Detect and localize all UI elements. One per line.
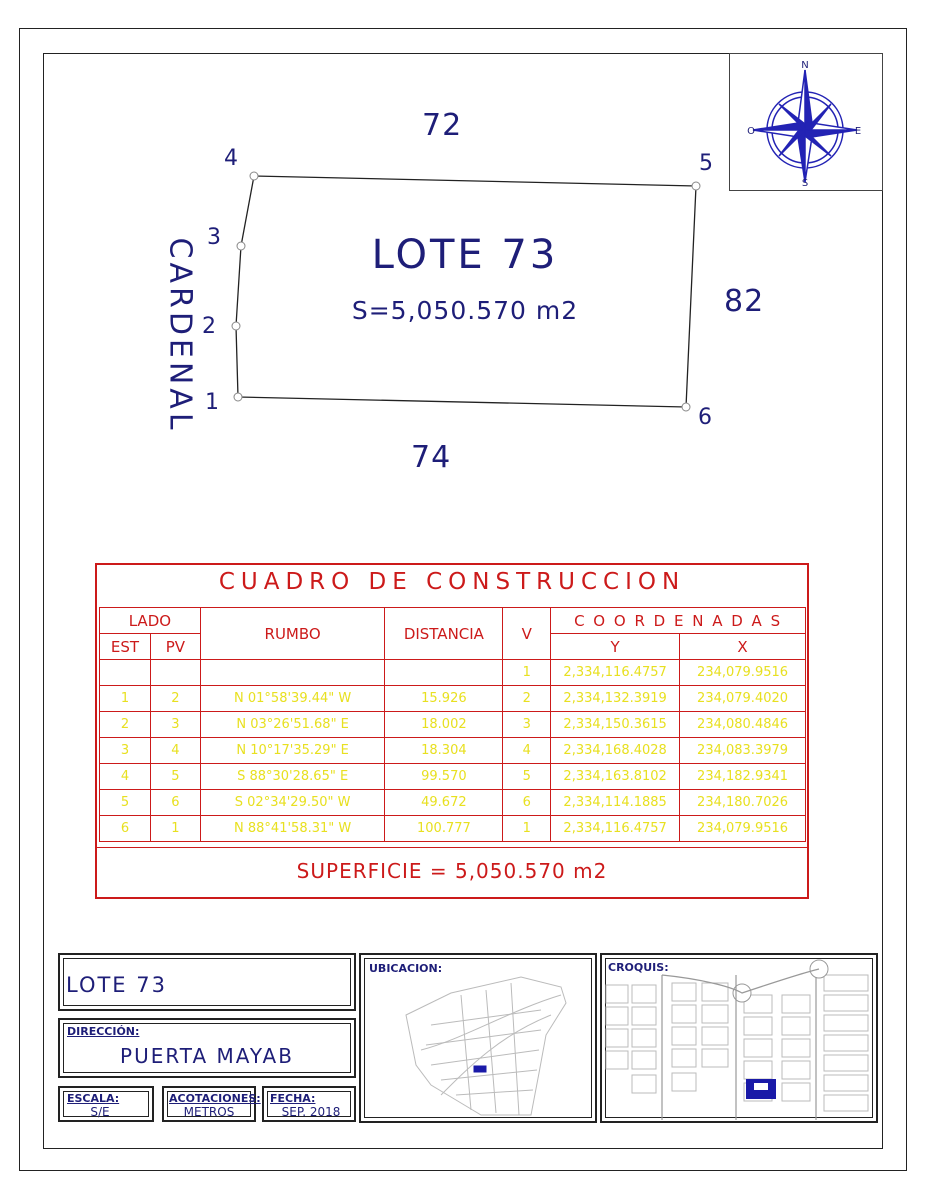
cell-distancia: 100.777: [385, 816, 503, 842]
cell-pv: 3: [150, 712, 200, 738]
vertex-marker: [237, 242, 245, 250]
superficie-total: SUPERFICIE = 5,050.570 m2: [296, 859, 608, 883]
cell-y: 2,334,132.3919: [551, 686, 680, 712]
header-v: V: [503, 608, 551, 660]
lot-area: S=5,050.570 m2: [351, 296, 579, 325]
cell-v: 6: [503, 790, 551, 816]
location-marker: [474, 1066, 486, 1072]
vertex-marker: [682, 403, 690, 411]
cell-x: 234,180.7026: [680, 790, 806, 816]
cell-y: 2,334,116.4757: [551, 660, 680, 686]
cell-rumbo: N 10°17'35.29" E: [200, 738, 385, 764]
header-distancia: DISTANCIA: [385, 608, 503, 660]
lot-title: LOTE 73: [371, 232, 559, 278]
cell-y: 2,334,163.8102: [551, 764, 680, 790]
cell-x: 234,182.9341: [680, 764, 806, 790]
cell-rumbo: S 02°34'29.50" W: [200, 790, 385, 816]
cell-rumbo: N 88°41'58.31" W: [200, 816, 385, 842]
title-block-lote-value: LOTE 73: [66, 973, 167, 997]
title-block-escala: [58, 1086, 154, 1122]
neighbor-lot-north: 72: [422, 108, 463, 143]
cell-distancia: 49.672: [385, 790, 503, 816]
construction-table: [95, 563, 809, 899]
cell-distancia: 15.926: [385, 686, 503, 712]
cell-x: 234,079.9516: [680, 660, 806, 686]
cell-pv: 6: [150, 790, 200, 816]
croquis-map-drawing: [602, 955, 880, 1125]
cell-x: 234,080.4846: [680, 712, 806, 738]
fecha-value: SEP. 2018: [281, 1105, 341, 1119]
vertex-label: 5: [699, 151, 714, 176]
cell-distancia: 18.304: [385, 738, 503, 764]
cell-est: 3: [100, 738, 151, 764]
cell-est: 5: [100, 790, 151, 816]
cell-pv: 4: [150, 738, 200, 764]
cell-v: 3: [503, 712, 551, 738]
cell-y: 2,334,168.4028: [551, 738, 680, 764]
title-block-lote: [58, 953, 356, 1011]
vertex-marker: [234, 393, 242, 401]
croquis-label: CROQUIS:: [608, 961, 669, 974]
acotaciones-label: ACOTACIONES:: [169, 1092, 261, 1105]
street-name: CARDENAL: [162, 237, 198, 434]
vertex-marker: [232, 322, 240, 330]
header-coordenadas: C O O R D E N A D A S: [551, 608, 806, 634]
header-est: EST: [100, 634, 151, 660]
vertex-label: 4: [224, 146, 239, 171]
table-row: [100, 764, 806, 790]
cell-pv: 2: [150, 686, 200, 712]
ubicacion-map: [359, 953, 597, 1123]
fecha-label: FECHA:: [270, 1092, 316, 1105]
compass-north: N: [801, 60, 809, 71]
table-row: [100, 686, 806, 712]
table-row: [100, 816, 806, 842]
cell-rumbo: N 03°26'51.68" E: [200, 712, 385, 738]
cell-rumbo: S 88°30'28.65" E: [200, 764, 385, 790]
cell-distancia: 18.002: [385, 712, 503, 738]
compass-south: S: [801, 178, 809, 189]
header-x: X: [680, 634, 806, 660]
header-y: Y: [551, 634, 680, 660]
cell-v: 5: [503, 764, 551, 790]
compass-west: O: [747, 126, 755, 137]
cell-y: 2,334,114.1885: [551, 790, 680, 816]
table-title: CUADRO DE CONSTRUCCION: [218, 569, 686, 595]
header-rumbo: RUMBO: [200, 608, 385, 660]
title-block-fecha: [262, 1086, 356, 1122]
vertex-label: 2: [202, 314, 217, 339]
title-block-acotaciones: [162, 1086, 261, 1122]
cell-x: 234,083.3979: [680, 738, 806, 764]
cell-x: 234,079.9516: [680, 816, 806, 842]
cell-est: 2: [100, 712, 151, 738]
construction-grid: [99, 607, 806, 842]
compass-east: E: [854, 126, 862, 137]
header-lado: LADO: [100, 608, 201, 634]
header-pv: PV: [150, 634, 200, 660]
neighbor-lot-east: 82: [724, 284, 765, 319]
vertex-label: 1: [205, 390, 220, 415]
cell-est: 1: [100, 686, 151, 712]
vertex-label: 3: [207, 225, 222, 250]
title-block-direccion: [58, 1018, 356, 1078]
cell-v: 2: [503, 686, 551, 712]
cell-rumbo: N 01°58'39.44" W: [200, 686, 385, 712]
vertex-label: 6: [698, 405, 713, 430]
ubicacion-map-drawing: [361, 955, 599, 1125]
table-row: [100, 660, 806, 686]
cell-y: 2,334,116.4757: [551, 816, 680, 842]
direccion-value: PUERTA MAYAB: [120, 1044, 294, 1068]
ubicacion-label: UBICACION:: [369, 962, 443, 975]
escala-label: ESCALA:: [67, 1092, 120, 1105]
vertex-marker: [250, 172, 258, 180]
cell-pv: 5: [150, 764, 200, 790]
cell-distancia: 99.570: [385, 764, 503, 790]
direccion-label: DIRECCIÓN:: [67, 1025, 140, 1038]
escala-value: S/E: [90, 1105, 110, 1119]
cell-pv: 1: [150, 816, 200, 842]
cell-v: 1: [503, 660, 551, 686]
cell-v: 4: [503, 738, 551, 764]
cell-est: 4: [100, 764, 151, 790]
croquis-map: [600, 953, 878, 1123]
table-row: [100, 712, 806, 738]
cell-v: 1: [503, 816, 551, 842]
cell-y: 2,334,150.3615: [551, 712, 680, 738]
cell-est: 6: [100, 816, 151, 842]
neighbor-lot-south: 74: [411, 440, 452, 475]
acotaciones-value: METROS: [183, 1105, 235, 1119]
table-row: [100, 738, 806, 764]
vertex-marker: [692, 182, 700, 190]
table-row: [100, 790, 806, 816]
cell-x: 234,079.4020: [680, 686, 806, 712]
